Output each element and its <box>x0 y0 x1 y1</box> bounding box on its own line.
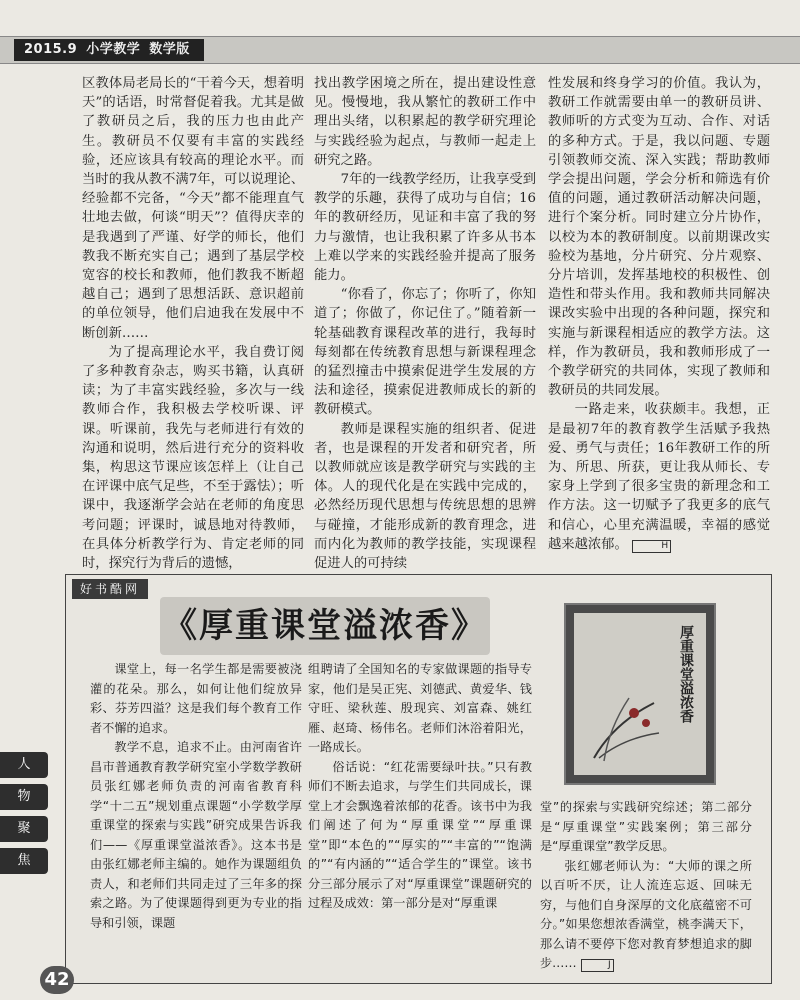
review-column-2 <box>308 660 532 982</box>
review-end-mark: J <box>581 959 614 972</box>
book-cover-image <box>564 603 716 785</box>
paragraph <box>548 400 770 554</box>
section-tag: 好书酷网 <box>72 579 148 599</box>
article-column-3 <box>548 74 770 572</box>
paragraph: “你看了，你忘了；你听了，你知道了；你做了，你记住了。”随着新一轮基础教育课程改革的进行，我每时每刻都在传统教育思想与新课程理念的猛烈撞击中摸索促进学生发展的方法和途径，摸索促进教师成长的新的教研模式。 <box>314 287 536 418</box>
issue-date: 2015.9 <box>24 42 78 57</box>
paragraph-text: 一路走来，收获颇丰。我想，正是最初7年的教育教学生活赋予我热爱、勇气与责任；16年教研工作的所为、所思、所获，更让我从师长、专家身上学到了很多宝贵的新理念和工作方法。这一切赋予了我更多的底气和信心，心里充满温暖，幸福的感觉越来越浓郁。 <box>548 402 770 552</box>
paragraph: 俗话说：“红花需要绿叶扶。”只有教师们不断去追求，与学生们共同成长，课堂上才会飘逸着浓郁的花香。该书中为我们阐述了何为“厚重课堂”“厚重课堂”即“本色的”“厚实的”“丰富的”“饱满的”“有内涵的”“适合学生的”课堂。该书分三部分展示了对“厚重课堂”课题研究的过程及成效：第一部分是对“厚重课 <box>308 759 532 910</box>
title-banner <box>160 597 490 655</box>
book-title: 《厚重课堂溢浓香》 <box>163 606 487 646</box>
side-tab: 聚 <box>0 816 48 842</box>
header-label <box>14 39 204 61</box>
paragraph: 教学不息，追求不止。由河南省许昌市普通教育教学研究室小学数学教研员张红娜老师负责的河南省教育科学“十二五”规划重点课题“小学数学厚重课堂的探索与实践”研究成果告诉我们——《厚重课堂溢浓香》。这本书是由张红娜老师主编的。她作为课题组负责人，和老师们共同走过了三年多的探索之路。为了使课题得到更为专业的指导和引领，课题 <box>90 740 302 930</box>
article-column-2 <box>314 74 536 572</box>
paragraph: 教师是课程实施的组织者、促进者，也是课程的开发者和研究者，所以教师就应该是教学研究与实践的主体。人的现代化是在实践中完成的，必然经历现代思想与传统思想的思辨与碰撞，才能形成新的教育理念，进而内化为教师的教学技能，实现课程促进人的可持续 <box>314 421 536 572</box>
article-end-mark: H <box>632 540 671 553</box>
magazine-name: 小学教学 <box>86 42 141 57</box>
side-tabs <box>0 752 62 880</box>
paragraph: 堂”的探索与实践研究综述；第二部分是“厚重课堂”实践案例；第三部分是“厚重课堂”教学反思。 <box>540 800 752 853</box>
side-tab: 焦 <box>0 848 48 874</box>
paragraph: 找出教学困境之所在，提出建设性意见。慢慢地，我从繁忙的教研工作中理出头绪，以积累起的教学研究理论与实践经验为起点，与教师一起走上研究之路。 <box>314 76 536 168</box>
review-column-1 <box>90 660 302 982</box>
edition-name: 数学版 <box>149 42 190 57</box>
paragraph: 课堂上，每一名学生都是需要被浇灌的花朵。那么，如何让他们绽放异彩、芬芳四溢？这是我们每个教育工作者不懈的追求。 <box>90 662 302 735</box>
paragraph: 为了提高理论水平，我自费订阅了多种教育杂志，购买书籍，认真研读；为了丰富实践经验，多次与一线教师合作，我积极去学校听课、评课。听课前，我先与老师进行有效的沟通和说明，然后进行充分的资料收集，构思这节课应该怎样上（让自己在评课中底气足些，不至于露怯）；听课中，我逐渐学会站在老师的角度思考问题；评课时，诚恳地对待教师，在具体分析教学行为、肯定老师的同时，探究行为背后的遗憾， <box>82 344 304 572</box>
page-number: 42 <box>40 966 74 994</box>
article-column-1 <box>82 74 304 572</box>
page-header <box>0 36 800 64</box>
paragraph: 7年的一线教学经历，让我享受到教学的乐趣，获得了成功与自信；16年的教研经历，见证和丰富了我的努力与激情，也让我积累了许多从书本上难以学来的实践经验并提高了服务能力。 <box>314 172 536 284</box>
paragraph <box>540 857 752 974</box>
book-cover-panel <box>574 613 706 775</box>
article-body <box>82 74 772 572</box>
orchid-illustration <box>584 683 664 763</box>
paragraph: 区教体局老局长的“干着今天，想着明天”的话语，时常督促着我。尤其是做了教研员之后，我的压力也由此产生。教研员不仅要有丰富的实践经验，还应该具有较高的理论水平。而当时的我从教不满7年，可以说理论、经验都不完备，“今天”都不能理直气壮地去做，何谈“明天”？值得庆幸的是我遇到了严谨、好学的师长，他们教我不断充实自己；遇到了基层学校宽容的校长和教师，他们教我不断超越自己；遇到了思想活跃、意识超前的单位领导，他们启迪我在发展中不断创新…… <box>82 76 304 341</box>
side-tab: 物 <box>0 784 48 810</box>
book-cover-title: 厚重课堂溢浓香 <box>678 625 694 723</box>
paragraph: 性发展和终身学习的价值。我认为，教研工作就需要由单一的教研员讲、教师听的方式变为互动、合作、对话的多种方式。于是，我以问题、专题引领教师交流、深入实践；帮助教师学会提出问题，学会分析和筛选有价值的问题，通过教研活动解决问题，进行个案分析。同时建立分片协作，以校为本的教研制度。以前期课改实验校为基地，分片研究、分片观察、分片培训，发挥基地校的积极性、创造性和带头作用。我和教师共同解决课改实验中出现的各种问题，探究和实施与新课程相适应的教学方法。这样，作为教研员，我和教师形成了一个教学研究的共同体，实现了教师和教研员的共同发展。 <box>548 76 770 399</box>
side-tab: 人 <box>0 752 48 778</box>
paragraph-text: 张红娜老师认为：“大师的课之所以百听不厌，让人流连忘返、回味无穷，与他们自身深厚的文化底蕴密不可分。”如果您想浓香满堂，桃李满天下，那么请不要停下您对教育梦想追求的脚步…… <box>540 858 752 970</box>
review-column-3 <box>540 798 752 982</box>
paragraph: 组聘请了全国知名的专家做课题的指导专家，他们是吴正宪、刘德武、黄爱华、钱守旺、梁秋莲、殷现宾、刘富森、姚红雁、赵琦、杨伟名。老师们沐浴着阳光，一路成长。 <box>308 662 532 754</box>
